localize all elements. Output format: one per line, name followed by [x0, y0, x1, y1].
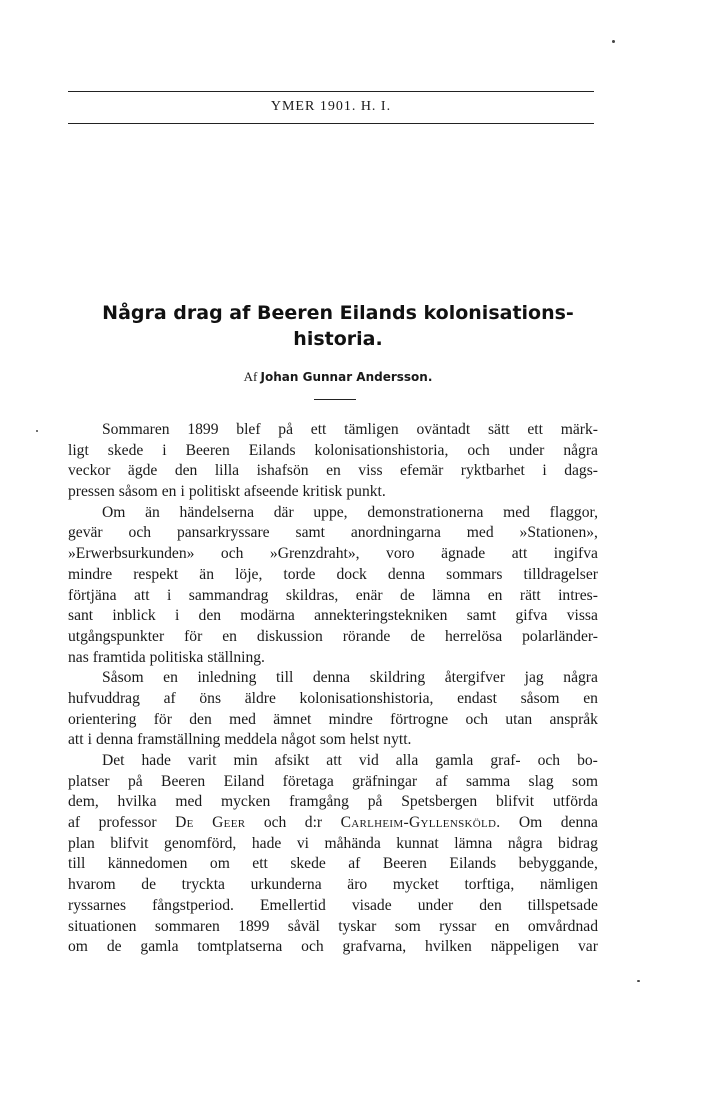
word: och — [301, 938, 324, 956]
text-line — [68, 503, 598, 524]
word: att — [511, 545, 528, 563]
word: bebyggande, — [518, 855, 598, 873]
text-line — [68, 523, 598, 544]
word: endast — [457, 689, 497, 707]
word: respekt — [133, 565, 179, 583]
word: kännedomen — [107, 855, 188, 873]
word: Om — [102, 503, 126, 521]
word: Såsom — [102, 669, 144, 687]
word: denna — [560, 814, 598, 832]
word: i — [166, 586, 172, 604]
word: med — [466, 524, 494, 542]
word: den — [479, 896, 502, 914]
word: skede — [107, 441, 144, 459]
word: ryssar — [439, 917, 477, 935]
word: Sommaren — [102, 421, 170, 438]
word: politiskt — [188, 483, 240, 501]
word: och — [128, 524, 152, 542]
word: skildring — [369, 669, 426, 687]
word: märk- — [560, 421, 598, 438]
word: att — [326, 752, 342, 769]
word: med — [503, 503, 530, 521]
word: Beeren — [382, 855, 427, 873]
text-line — [68, 627, 598, 648]
word: gifva — [515, 607, 548, 625]
word: Emellertid — [259, 896, 326, 914]
word: hade — [251, 834, 282, 852]
text-line — [68, 606, 598, 627]
running-head: YMER 1901. H. I. — [270, 99, 392, 114]
word: den — [198, 607, 222, 625]
text-line — [68, 441, 598, 462]
word: punkt. — [346, 483, 386, 501]
word: utan — [505, 710, 533, 728]
word: förtjäna — [68, 586, 117, 604]
word: polarländer- — [522, 627, 598, 645]
word: kolonisationshistoria, — [299, 689, 434, 707]
word: såsom — [118, 483, 158, 501]
word: tyskar — [338, 917, 377, 935]
word: anspråk — [549, 710, 598, 728]
word: under — [417, 896, 454, 914]
word: grafvarna, — [342, 938, 407, 956]
word: lämna — [454, 834, 493, 852]
word: i — [180, 483, 185, 501]
text-line — [68, 689, 598, 710]
word: voro — [386, 545, 415, 563]
word: ett — [527, 421, 543, 438]
word: diskussion — [256, 627, 323, 645]
word: händelserna — [179, 503, 255, 521]
word: hvilken — [425, 938, 472, 956]
word: på — [278, 421, 294, 438]
author-name: Johan Gunnar Andersson. — [260, 370, 433, 384]
word: såväl — [287, 917, 320, 935]
word: inblick — [112, 607, 156, 625]
text-line — [68, 751, 598, 772]
word: återgifver — [444, 669, 506, 687]
word: om — [209, 855, 230, 873]
word: och — [263, 814, 287, 832]
word: äldre — [244, 689, 276, 707]
page-speck — [637, 980, 640, 982]
word: till — [68, 855, 86, 873]
word: Det — [102, 752, 125, 769]
header-rule-top — [68, 91, 594, 92]
word: professor — [98, 814, 157, 832]
word: som — [394, 917, 421, 935]
text-line — [68, 834, 598, 855]
word: sammandrag — [188, 586, 269, 604]
word: af — [435, 772, 448, 790]
word: demonstrationerna — [367, 503, 484, 521]
word: rätt — [519, 586, 541, 604]
word: Spetsbergen — [401, 793, 478, 811]
word: skildras, — [285, 586, 339, 604]
word: jag — [524, 669, 544, 687]
word: en — [494, 917, 510, 935]
word: Carlheim-Gyllensköld. — [340, 814, 501, 832]
word: hvarom — [68, 876, 116, 894]
text-line — [68, 586, 598, 607]
word: Beeren — [185, 441, 230, 459]
word: politiska — [149, 648, 204, 666]
word: efemär — [400, 462, 444, 480]
byline — [80, 369, 596, 385]
word: blifvit — [110, 834, 149, 852]
word: den — [189, 710, 212, 728]
word: afseende — [243, 483, 299, 501]
word: sommaren — [154, 917, 220, 935]
word: graf- — [490, 752, 521, 769]
word: framtida — [92, 648, 146, 666]
text-line — [68, 875, 598, 896]
word: tilldragelser — [523, 565, 598, 583]
word: på — [367, 793, 383, 811]
word: mycket — [392, 876, 439, 894]
word: ställning. — [207, 648, 265, 666]
word: där — [273, 503, 294, 521]
word: bo- — [577, 752, 598, 769]
word: gamla — [140, 938, 179, 956]
word: meddela — [224, 731, 278, 749]
word: denna — [387, 565, 426, 583]
word: att — [133, 586, 150, 604]
word: sommars — [446, 565, 503, 583]
word: om — [68, 938, 88, 956]
word: »Erwerbsurkunden» — [68, 545, 195, 563]
word: gevär — [68, 524, 103, 542]
text-line — [68, 917, 598, 938]
word: en — [487, 586, 503, 604]
section-divider — [314, 399, 356, 400]
word: bidrag — [558, 834, 598, 852]
word: pansarkryssare — [176, 524, 270, 542]
text-line — [68, 896, 598, 917]
word: Eilands — [449, 855, 497, 873]
word: »Stationen», — [519, 524, 598, 542]
word: torftiga, — [464, 876, 515, 894]
word: med — [229, 710, 256, 728]
word: på — [127, 772, 143, 790]
word: Beeren — [161, 772, 206, 790]
word: i — [87, 731, 92, 749]
text-line — [68, 565, 598, 586]
word: utgångspunkter — [68, 627, 165, 645]
word: den — [174, 462, 198, 480]
word: äro — [347, 876, 368, 894]
word: kritisk — [302, 483, 343, 501]
word: företaga — [282, 772, 334, 790]
word: en — [161, 483, 177, 501]
text-line — [68, 710, 598, 731]
page-speck — [36, 430, 38, 432]
word: framgång — [289, 793, 349, 811]
word: kolonisationshistoria, — [314, 441, 449, 459]
word: för — [184, 627, 203, 645]
word: i — [162, 441, 167, 459]
article-title — [80, 300, 596, 352]
word: Om — [518, 814, 543, 832]
word: hade — [141, 752, 171, 769]
word: en — [222, 627, 237, 645]
word: ägnade — [441, 545, 486, 563]
word: vid — [358, 752, 379, 769]
word: af — [68, 814, 81, 832]
word: sätt — [487, 421, 510, 438]
word: af — [348, 855, 361, 873]
word: de — [400, 586, 415, 604]
word: i — [542, 462, 547, 480]
word: denna — [312, 669, 351, 687]
word: 1899 — [187, 421, 219, 438]
text-line — [68, 544, 598, 565]
word: tillspetsade — [527, 896, 598, 914]
word: flaggor, — [549, 503, 598, 521]
word: d:r — [304, 814, 323, 832]
word: en — [163, 669, 178, 687]
word: platser — [68, 772, 110, 790]
word: pressen — [68, 483, 115, 501]
word: afsikt — [274, 752, 310, 769]
word: helst — [349, 731, 380, 749]
word: ingifva — [553, 545, 598, 563]
byline-prefix: Af — [243, 369, 258, 384]
word: skede — [290, 855, 326, 873]
word: alla — [395, 752, 419, 769]
word: en — [583, 689, 598, 707]
word: ägde — [127, 462, 158, 480]
word: ryssarnes — [68, 896, 127, 914]
word: veckor — [68, 462, 111, 480]
word: hvilka — [117, 793, 157, 811]
text-line — [68, 772, 598, 793]
title-line: Några drag af Beeren Eilands kolonisations- — [102, 302, 574, 324]
word: gamla — [435, 752, 474, 769]
word: några — [507, 834, 543, 852]
text-line — [68, 461, 598, 482]
word: Geer — [212, 814, 246, 832]
text-line — [68, 482, 598, 503]
word: de — [410, 627, 426, 645]
word: 1899 — [238, 917, 270, 935]
word: anordningarna — [350, 524, 441, 542]
word: de — [141, 876, 157, 894]
title-line: historia. — [293, 328, 383, 350]
word: nas — [68, 648, 89, 666]
word: som — [572, 772, 598, 790]
word: herrelösa — [444, 627, 503, 645]
word: ligt — [68, 441, 89, 459]
word: med — [175, 793, 203, 811]
word: oväntadt — [416, 421, 471, 438]
word: var — [578, 938, 598, 956]
word: viss — [358, 462, 383, 480]
word: lämna — [432, 586, 471, 604]
word: min — [233, 752, 258, 769]
word: måhända — [324, 834, 381, 852]
word: blifvit — [495, 793, 535, 811]
word: varit — [187, 752, 217, 769]
body-text — [68, 420, 598, 958]
text-line — [68, 648, 598, 669]
word: än — [199, 565, 215, 583]
word: blef — [236, 421, 261, 438]
word: slag — [528, 772, 554, 790]
word: till — [275, 669, 294, 687]
word: samt — [466, 607, 497, 625]
word: ishafsön — [256, 462, 309, 480]
text-line — [68, 792, 598, 813]
word: torde — [283, 565, 316, 583]
word: något — [281, 731, 316, 749]
word: och — [465, 710, 488, 728]
word: denna — [95, 731, 134, 749]
word: för — [153, 710, 172, 728]
word: orientering — [68, 710, 137, 728]
word: plan — [68, 834, 95, 852]
word: urkunderna — [250, 876, 322, 894]
word: tämligen — [344, 421, 399, 438]
word: hufvuddrag — [68, 689, 140, 707]
word: De — [175, 814, 194, 832]
word: mindre — [328, 710, 373, 728]
word: uppe, — [313, 503, 348, 521]
word: rörande — [342, 627, 391, 645]
word: sant — [68, 607, 94, 625]
word: några — [563, 441, 598, 459]
word: enär — [355, 586, 383, 604]
word: än — [145, 503, 160, 521]
word: näppeligen — [490, 938, 560, 956]
word: fångstperiod. — [152, 896, 234, 914]
word: dock — [336, 565, 367, 583]
word: nytt. — [383, 731, 412, 749]
word: utförda — [552, 793, 598, 811]
text-line — [68, 668, 598, 689]
word: mindre — [68, 565, 113, 583]
word: situationen — [68, 917, 137, 935]
word: samt — [295, 524, 325, 542]
word: ämnet — [273, 710, 312, 728]
word: omvårdnad — [527, 917, 598, 935]
text-line — [68, 730, 598, 751]
word: de — [106, 938, 122, 956]
word: intres- — [558, 586, 598, 604]
word: samma — [465, 772, 511, 790]
word: genomförd, — [164, 834, 237, 852]
word: vi — [296, 834, 309, 852]
word: under — [508, 441, 545, 459]
word: annekteringstekniken — [314, 607, 448, 625]
word: Eiland — [223, 772, 265, 790]
word: inledning — [197, 669, 257, 687]
word: visade — [351, 896, 392, 914]
word: nämligen — [539, 876, 598, 894]
word: »Grenzdraht», — [269, 545, 360, 563]
word: vissa — [566, 607, 598, 625]
word: löje, — [235, 565, 263, 583]
text-line — [68, 420, 598, 441]
word: öns — [199, 689, 222, 707]
word: som — [319, 731, 346, 749]
word: af — [163, 689, 176, 707]
word: modärna — [240, 607, 295, 625]
word: dags- — [564, 462, 598, 480]
word: ett — [310, 421, 327, 438]
word: gräfningar — [352, 772, 418, 790]
word: tryckta — [181, 876, 225, 894]
word: tomtplatserna — [197, 938, 283, 956]
word: ryktbarhet — [460, 462, 525, 480]
word: såsom — [520, 689, 560, 707]
word: och — [220, 545, 244, 563]
word: kunnat — [396, 834, 439, 852]
word: att — [68, 731, 84, 749]
text-line — [68, 854, 598, 875]
text-line — [68, 937, 598, 958]
page-speck — [612, 40, 615, 43]
word: dem, — [68, 793, 99, 811]
word: och — [467, 441, 490, 459]
word: Eilands — [248, 441, 296, 459]
text-line — [68, 813, 598, 834]
word: förtrogne — [390, 710, 449, 728]
word: i — [174, 607, 180, 625]
word: ett — [252, 855, 268, 873]
word: och — [537, 752, 561, 769]
word: framställning — [137, 731, 221, 749]
header-rule-bottom — [68, 123, 594, 124]
word: några — [563, 669, 598, 687]
word: en — [326, 462, 341, 480]
word: mycken — [220, 793, 271, 811]
word: lilla — [214, 462, 240, 480]
